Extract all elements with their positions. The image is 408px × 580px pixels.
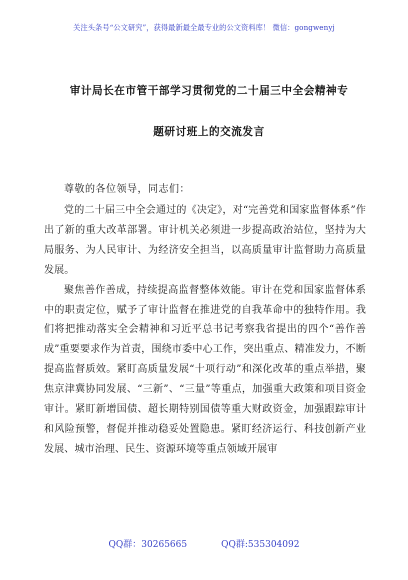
footer-contacts bbox=[0, 537, 408, 550]
document-body bbox=[44, 201, 366, 460]
footer-qq-group-2: QQ群:535304092 bbox=[221, 540, 300, 550]
footer-qq-group-1: QQ群：30265665 bbox=[108, 540, 188, 550]
document-title-line-1: 审计局长在市管干部学习贯彻党的二十届三中全会精神专 bbox=[69, 85, 349, 97]
header-promo-note: 关注头条号“公文研究”，获得最新最全最专业的公文资料库！ 微信：gongwenyj bbox=[73, 23, 335, 32]
document-title-line-2: 题研讨班上的交流发言 bbox=[153, 126, 265, 138]
salutation: 尊敬的各位领导，同志们： bbox=[64, 184, 190, 195]
paragraph-intro: 党的二十届三中全会通过的《决定》，对“完善党和国家监督体系”作出了新的重大改革部署。审计机关必须进一步提高政治站位，坚持为大局服务、为人民审计、为经济安全担当，以高质量审计监督助力高质量发展。 bbox=[44, 205, 366, 276]
paragraph-section-1: 聚焦善作善成，持续提高监督整体效能。审计在党和国家监督体系中的职责定位，赋予了审计监督在推进党的自我革命中的独特作用。我们将把推动落实全会精神和习近平总书记考察我省提出的四个“善作善成”重要要求作为首责，围绕市委中心工作，突出重点、精准发力，不断提高监督质效。紧盯高质量发展“十项行动”和深化改革的重点举措，聚焦京津冀协同发展、“三新”、“三量”等重点，加强重大政策和项目资金审计。紧盯新增国债、超长期特别国债等重大财政资金，加强跟踪审计和风险预警，督促并推动稳妥处置隐患。紧盯经济运行、科技创新产业发展、城市治理、民生、资源环境等重点领域开展审 bbox=[44, 284, 366, 455]
